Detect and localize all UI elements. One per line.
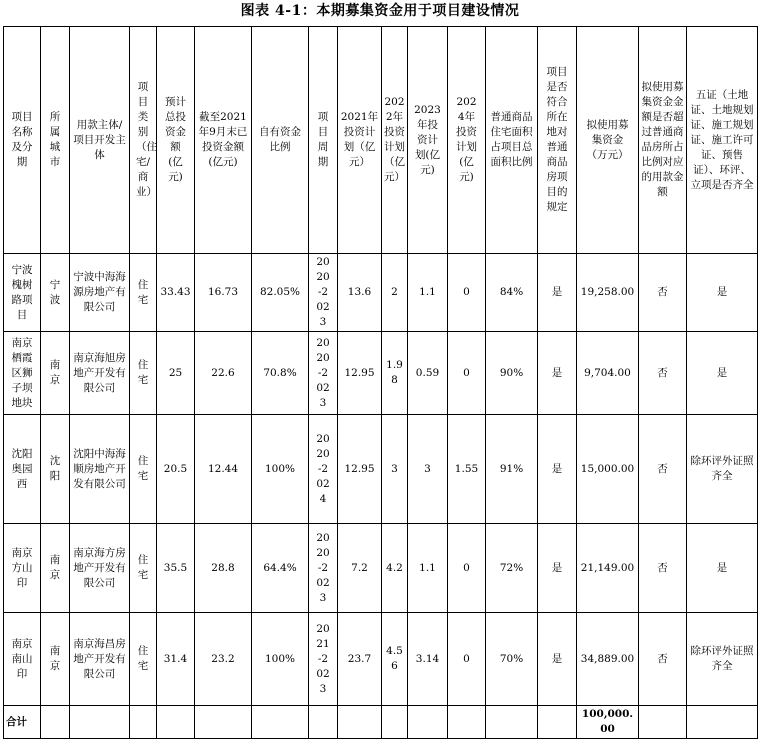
- cell-type: 住宅: [130, 415, 157, 524]
- cell-name: 南京栖霞区狮子坝地块: [4, 332, 41, 415]
- header-name: 项目名称及分期: [4, 27, 41, 254]
- cell-own-ratio: 100%: [252, 613, 309, 706]
- cell-compliant: 是: [538, 332, 577, 415]
- cell-entity: 南京海旭房地产开发有限公司: [70, 332, 130, 415]
- cell-exceed: 否: [639, 254, 687, 332]
- cell-own-ratio: 64.4%: [252, 524, 309, 613]
- header-certs: 五证（土地证、土地规划证、施工规划证、施工许可证、预售证）、环评、立项是否齐全: [687, 27, 758, 254]
- cell-name: 宁波槐树路项目: [4, 254, 41, 332]
- cell-2022: 4.56: [382, 613, 408, 706]
- table-row: [4, 254, 758, 332]
- cell-entity: 沈阳中海海顺房地产开发有限公司: [70, 415, 130, 524]
- total-funds: 100,000.00: [577, 706, 639, 739]
- total-empty: [309, 706, 338, 739]
- cell-city: 南京: [41, 332, 70, 415]
- header-2023: 2023年投资计划(亿元): [408, 27, 448, 254]
- cell-2021: 12.95: [338, 332, 382, 415]
- cell-compliant: 是: [538, 415, 577, 524]
- cell-compliant: 是: [538, 613, 577, 706]
- total-empty: [195, 706, 252, 739]
- cell-funds: 21,149.00: [577, 524, 639, 613]
- total-empty: [338, 706, 382, 739]
- cell-2023: 1.1: [408, 524, 448, 613]
- cell-own-ratio: 70.8%: [252, 332, 309, 415]
- total-empty: [448, 706, 486, 739]
- header-2021: 2021年投资计划（亿元）: [338, 27, 382, 254]
- cell-2024: 0: [448, 332, 486, 415]
- cell-exceed: 否: [639, 524, 687, 613]
- total-empty: [130, 706, 157, 739]
- cell-certs: 是: [687, 524, 758, 613]
- cell-2021: 7.2: [338, 524, 382, 613]
- cell-invested: 12.44: [195, 415, 252, 524]
- cell-funds: 19,258.00: [577, 254, 639, 332]
- header-entity: 用款主体/项目开发主体: [70, 27, 130, 254]
- total-empty: [41, 706, 70, 739]
- cell-type: 住宅: [130, 613, 157, 706]
- cell-entity: 南京海方房地产开发有限公司: [70, 524, 130, 613]
- cell-city: 沈阳: [41, 415, 70, 524]
- header-ratio: 普通商品住宅面积占项目总面积比例: [486, 27, 538, 254]
- total-empty: [382, 706, 408, 739]
- cell-certs: 除环评外证照齐全: [687, 613, 758, 706]
- cell-city: 宁波: [41, 254, 70, 332]
- total-empty: [157, 706, 195, 739]
- table-title: 图表 4-1：本期募集资金用于项目建设情况: [240, 3, 520, 19]
- cell-2021: 13.6: [338, 254, 382, 332]
- cell-funds: 9,704.00: [577, 332, 639, 415]
- cell-2021: 23.7: [338, 613, 382, 706]
- header-2022: 2022年投资计划（亿元）: [382, 27, 408, 254]
- cell-type: 住宅: [130, 332, 157, 415]
- cell-period: 2020-2024: [309, 415, 338, 524]
- cell-2024: 0: [448, 254, 486, 332]
- header-2024: 2024年投资计划(亿元): [448, 27, 486, 254]
- cell-total: 25: [157, 332, 195, 415]
- cell-name: 南京方山印: [4, 524, 41, 613]
- cell-total: 20.5: [157, 415, 195, 524]
- total-empty: [538, 706, 577, 739]
- cell-funds: 15,000.00: [577, 415, 639, 524]
- table-row: [4, 613, 758, 706]
- cell-entity: 南京海昌房地产开发有限公司: [70, 613, 130, 706]
- cell-2024: 0: [448, 613, 486, 706]
- cell-2021: 12.95: [338, 415, 382, 524]
- total-empty: [252, 706, 309, 739]
- cell-ratio: 90%: [486, 332, 538, 415]
- total-empty: [687, 706, 758, 739]
- table-row: [4, 415, 758, 524]
- total-empty: [486, 706, 538, 739]
- cell-ratio: 84%: [486, 254, 538, 332]
- cell-total: 33.43: [157, 254, 195, 332]
- cell-total: 35.5: [157, 524, 195, 613]
- total-empty: [408, 706, 448, 739]
- header-total: 预计总投资金额(亿元): [157, 27, 195, 254]
- cell-certs: 是: [687, 332, 758, 415]
- header-compliant: 项目是否符合所在地对普通商品房项目的规定: [538, 27, 577, 254]
- total-empty: [639, 706, 687, 739]
- cell-invested: 22.6: [195, 332, 252, 415]
- cell-2022: 1.98: [382, 332, 408, 415]
- cell-2023: 1.1: [408, 254, 448, 332]
- header-exceed: 拟使用募集资金金额是否超过普通商品房所占比例对应的用款金额: [639, 27, 687, 254]
- cell-2022: 2: [382, 254, 408, 332]
- cell-own-ratio: 82.05%: [252, 254, 309, 332]
- cell-name: 南京南山印: [4, 613, 41, 706]
- cell-2023: 3.14: [408, 613, 448, 706]
- cell-own-ratio: 100%: [252, 415, 309, 524]
- cell-compliant: 是: [538, 254, 577, 332]
- header-invested: 截至2021年9月末已投资金额(亿元): [195, 27, 252, 254]
- cell-exceed: 否: [639, 613, 687, 706]
- header-funds: 拟使用募集资金（万元）: [577, 27, 639, 254]
- header-city: 所属城市: [41, 27, 70, 254]
- cell-compliant: 是: [538, 524, 577, 613]
- cell-period: 2021-2023: [309, 613, 338, 706]
- cell-city: 南京: [41, 524, 70, 613]
- cell-entity: 宁波中海海源房地产有限公司: [70, 254, 130, 332]
- cell-2022: 4.2: [382, 524, 408, 613]
- cell-invested: 16.73: [195, 254, 252, 332]
- cell-invested: 28.8: [195, 524, 252, 613]
- total-label: 合计: [4, 706, 41, 739]
- header-row: [4, 27, 758, 254]
- total-empty: [70, 706, 130, 739]
- cell-exceed: 否: [639, 332, 687, 415]
- cell-name: 沈阳奥园西: [4, 415, 41, 524]
- cell-2024: 1.55: [448, 415, 486, 524]
- cell-invested: 23.2: [195, 613, 252, 706]
- cell-period: 2020-2023: [309, 524, 338, 613]
- cell-2023: 3: [408, 415, 448, 524]
- cell-type: 住宅: [130, 254, 157, 332]
- cell-total: 31.4: [157, 613, 195, 706]
- header-type: 项目类别（住宅/商业）: [130, 27, 157, 254]
- project-table: [3, 26, 758, 739]
- table-row: [4, 332, 758, 415]
- cell-2023: 0.59: [408, 332, 448, 415]
- cell-ratio: 91%: [486, 415, 538, 524]
- cell-period: 2020-2023: [309, 254, 338, 332]
- cell-certs: 除环评外证照齐全: [687, 415, 758, 524]
- cell-funds: 34,889.00: [577, 613, 639, 706]
- header-own-ratio: 自有资金比例: [252, 27, 309, 254]
- header-period: 项目周期: [309, 27, 338, 254]
- cell-ratio: 72%: [486, 524, 538, 613]
- table-row: [4, 524, 758, 613]
- total-row: [4, 706, 758, 739]
- cell-exceed: 否: [639, 415, 687, 524]
- cell-period: 2020-2023: [309, 332, 338, 415]
- cell-ratio: 70%: [486, 613, 538, 706]
- cell-2024: 0: [448, 524, 486, 613]
- cell-type: 住宅: [130, 524, 157, 613]
- cell-2022: 3: [382, 415, 408, 524]
- cell-city: 南京: [41, 613, 70, 706]
- cell-certs: 是: [687, 254, 758, 332]
